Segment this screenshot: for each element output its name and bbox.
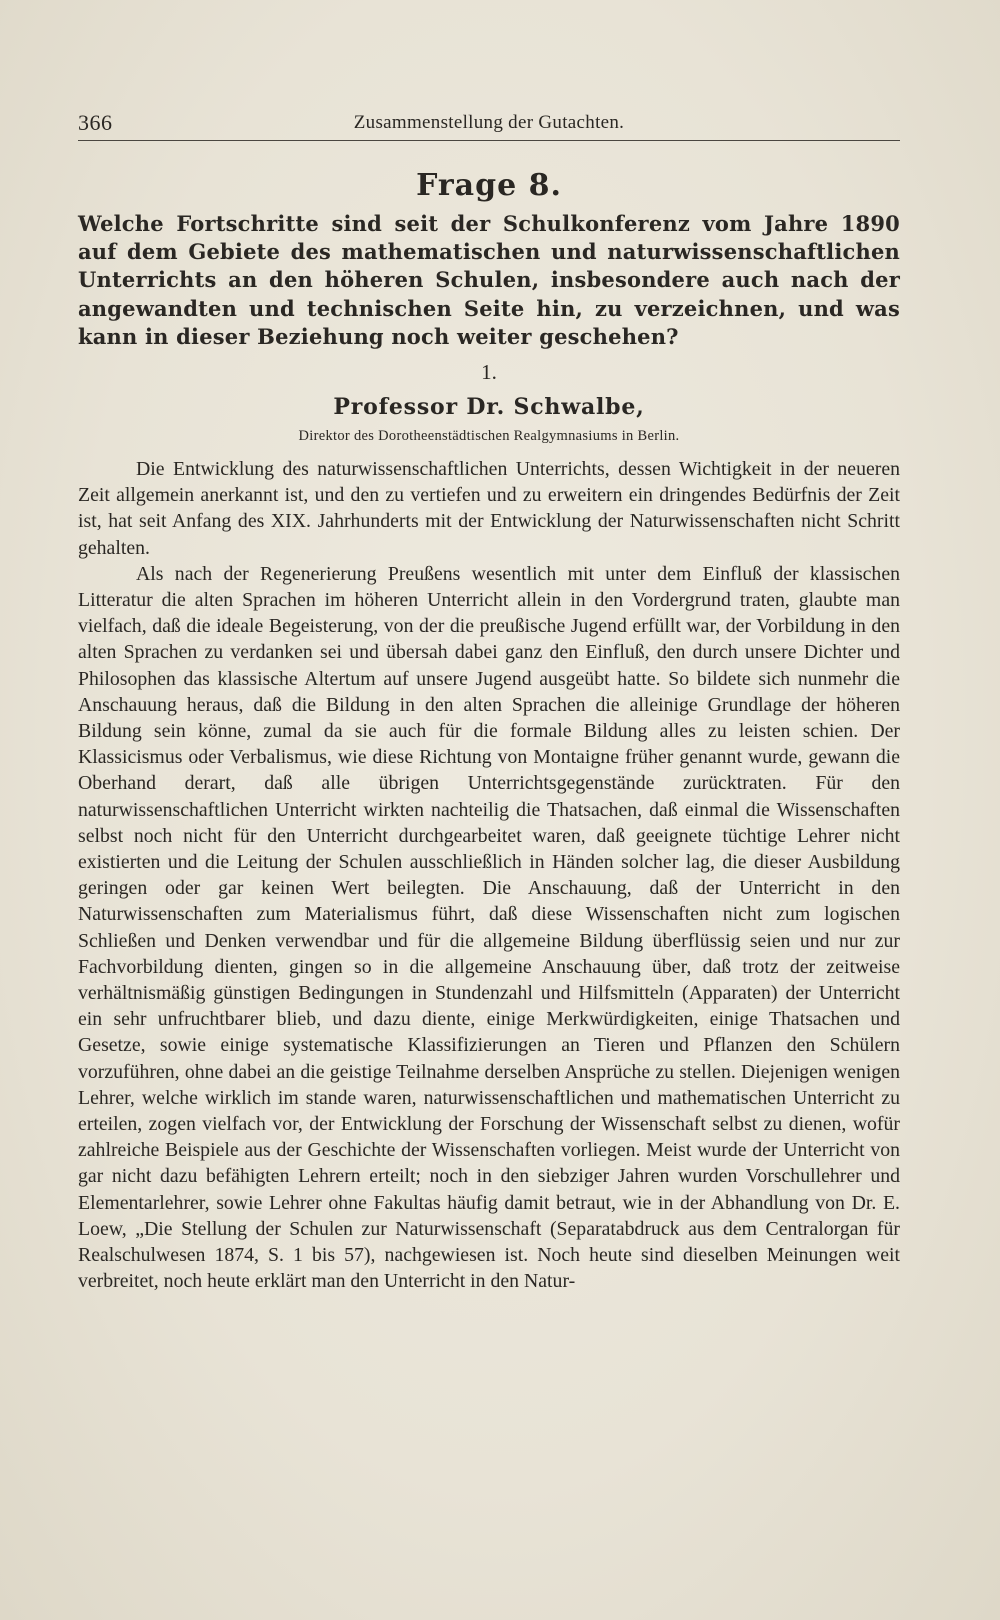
section-number: 1. — [481, 360, 497, 384]
author-affiliation: Direktor des Dorotheenstädtischen Realgymnasiums in Berlin. — [298, 428, 680, 444]
body-text — [78, 456, 900, 1295]
question-title: Frage 8. — [416, 168, 562, 203]
page-header — [78, 108, 900, 141]
question-text: Welche Fortschritte sind seit der Schulkonferenz vom Jahre 1890 auf dem Gebiete des mathematischen und naturwissenschaftlichen Unterrichts an den höheren Schulen, insbesondere auch nach der angewandten und technischen Seite hin, zu verzeichnen, und was kann in dieser Beziehung noch weiter geschehen? — [78, 211, 900, 349]
paragraph: Die Entwicklung des naturwissenschaftlichen Unterrichts, dessen Wichtigkeit in der neueren Zeit allgemein anerkannt ist, und den zu vertiefen und zu erweitern ein dringendes Bedürfnis der Zeit ist, hat seit Anfang des XIX. Jahrhunderts mit der Entwicklung der Naturwissenschaften nicht Schritt gehalten. — [78, 458, 900, 559]
author-name: Professor Dr. Schwalbe, — [333, 394, 645, 420]
page-number: 366 — [78, 110, 113, 135]
running-head: Zusammenstellung der Gutachten. — [353, 112, 625, 133]
paragraph: Als nach der Regenerierung Preußens wesentlich mit unter dem Einfluß der klassischen Litteratur die alten Sprachen im höheren Unterricht allein in den Vordergrund traten, glaubte man vielfach, daß die ideale Begeisterung, von der die preußische Jugend erfüllt war, der Vorbildung in den alten Sprachen zu verdanken sei und übersah dabei ganz den Einfluß, den durch unsere Dichter und Philosophen das klassische Altertum auf unsere Jugend ausgeübt hatte. So bildete sich nunmehr die Anschauung heraus, daß die Bildung in den alten Sprachen die alleinige Grundlage der höheren Bildung sein könne, zumal da sie auch für die formale Bildung alles zu leisten schien. Der Klassicismus oder Verbalismus, wie diese Richtung von Montaigne früher genannt wurde, gewann die Oberhand derart, daß alle übrigen Unterrichtsgegenstände zurücktraten. Für den naturwissenschaftlichen Unterricht wirkten nachteilig die Thatsachen, daß einmal die Wissenschaften selbst noch nicht für den Unterricht durchgearbeitet waren, daß geeignete tüchtige Lehrer nicht existierten und die Leitung der Schulen ausschließlich in Händen solcher lag, die dieser Ausbildung geringen oder gar keinen Wert beilegten. Die Anschauung, daß der Unterricht in den Naturwissenschaften zum Materialismus führt, daß diese Wissenschaften nicht zum logischen Schließen und Denken verwendbar und für die allgemeine Bildung überflüssig seien und nur zur Fachvorbildung dienten, gingen so in die allgemeine Anschauung über, daß trotz der zeitweise verhältnismäßig günstigen Bedingungen in Stundenzahl und Hilfsmitteln (Apparaten) der Unterricht ein sehr unfruchtbarer blieb, und dazu diente, einige Merkwürdigkeiten, einige Thatsachen und Gesetze, sowie einige systematische Klassifizierungen an Tieren und Pflanzen den Schülern vorzuführen, ohne dabei an die geistige Teilnahme derselben Ansprüche zu stellen. Diejenigen wenigen Lehrer, welche wirklich im stande waren, naturwissenschaftlichen und mathematischen Unterricht zu erteilen, zogen vielfach vor, der Entwicklung der Forschung der Wissenschaft selbst zu dienen, wofür zahlreiche Beispiele aus der Geschichte der Wissenschaften vorliegen. Meist wurde der Unterricht von gar nicht dazu befähigten Lehrern erteilt; noch in den siebziger Jahren wurden Vorschullehrer und Elementarlehrer, sowie Lehrer ohne Fakultas häufig damit betraut, wie in der Abhandlung von Dr. E. Loew, „Die Stellung der Schulen zur Naturwissenschaft (Separatabdruck aus dem Centralorgan für Realschulwesen 1874, S. 1 bis 57), nachgewiesen ist. Noch heute sind dieselben Meinungen weit verbreitet, noch heute erklärt man den Unterricht in den Natur- — [78, 562, 900, 1293]
